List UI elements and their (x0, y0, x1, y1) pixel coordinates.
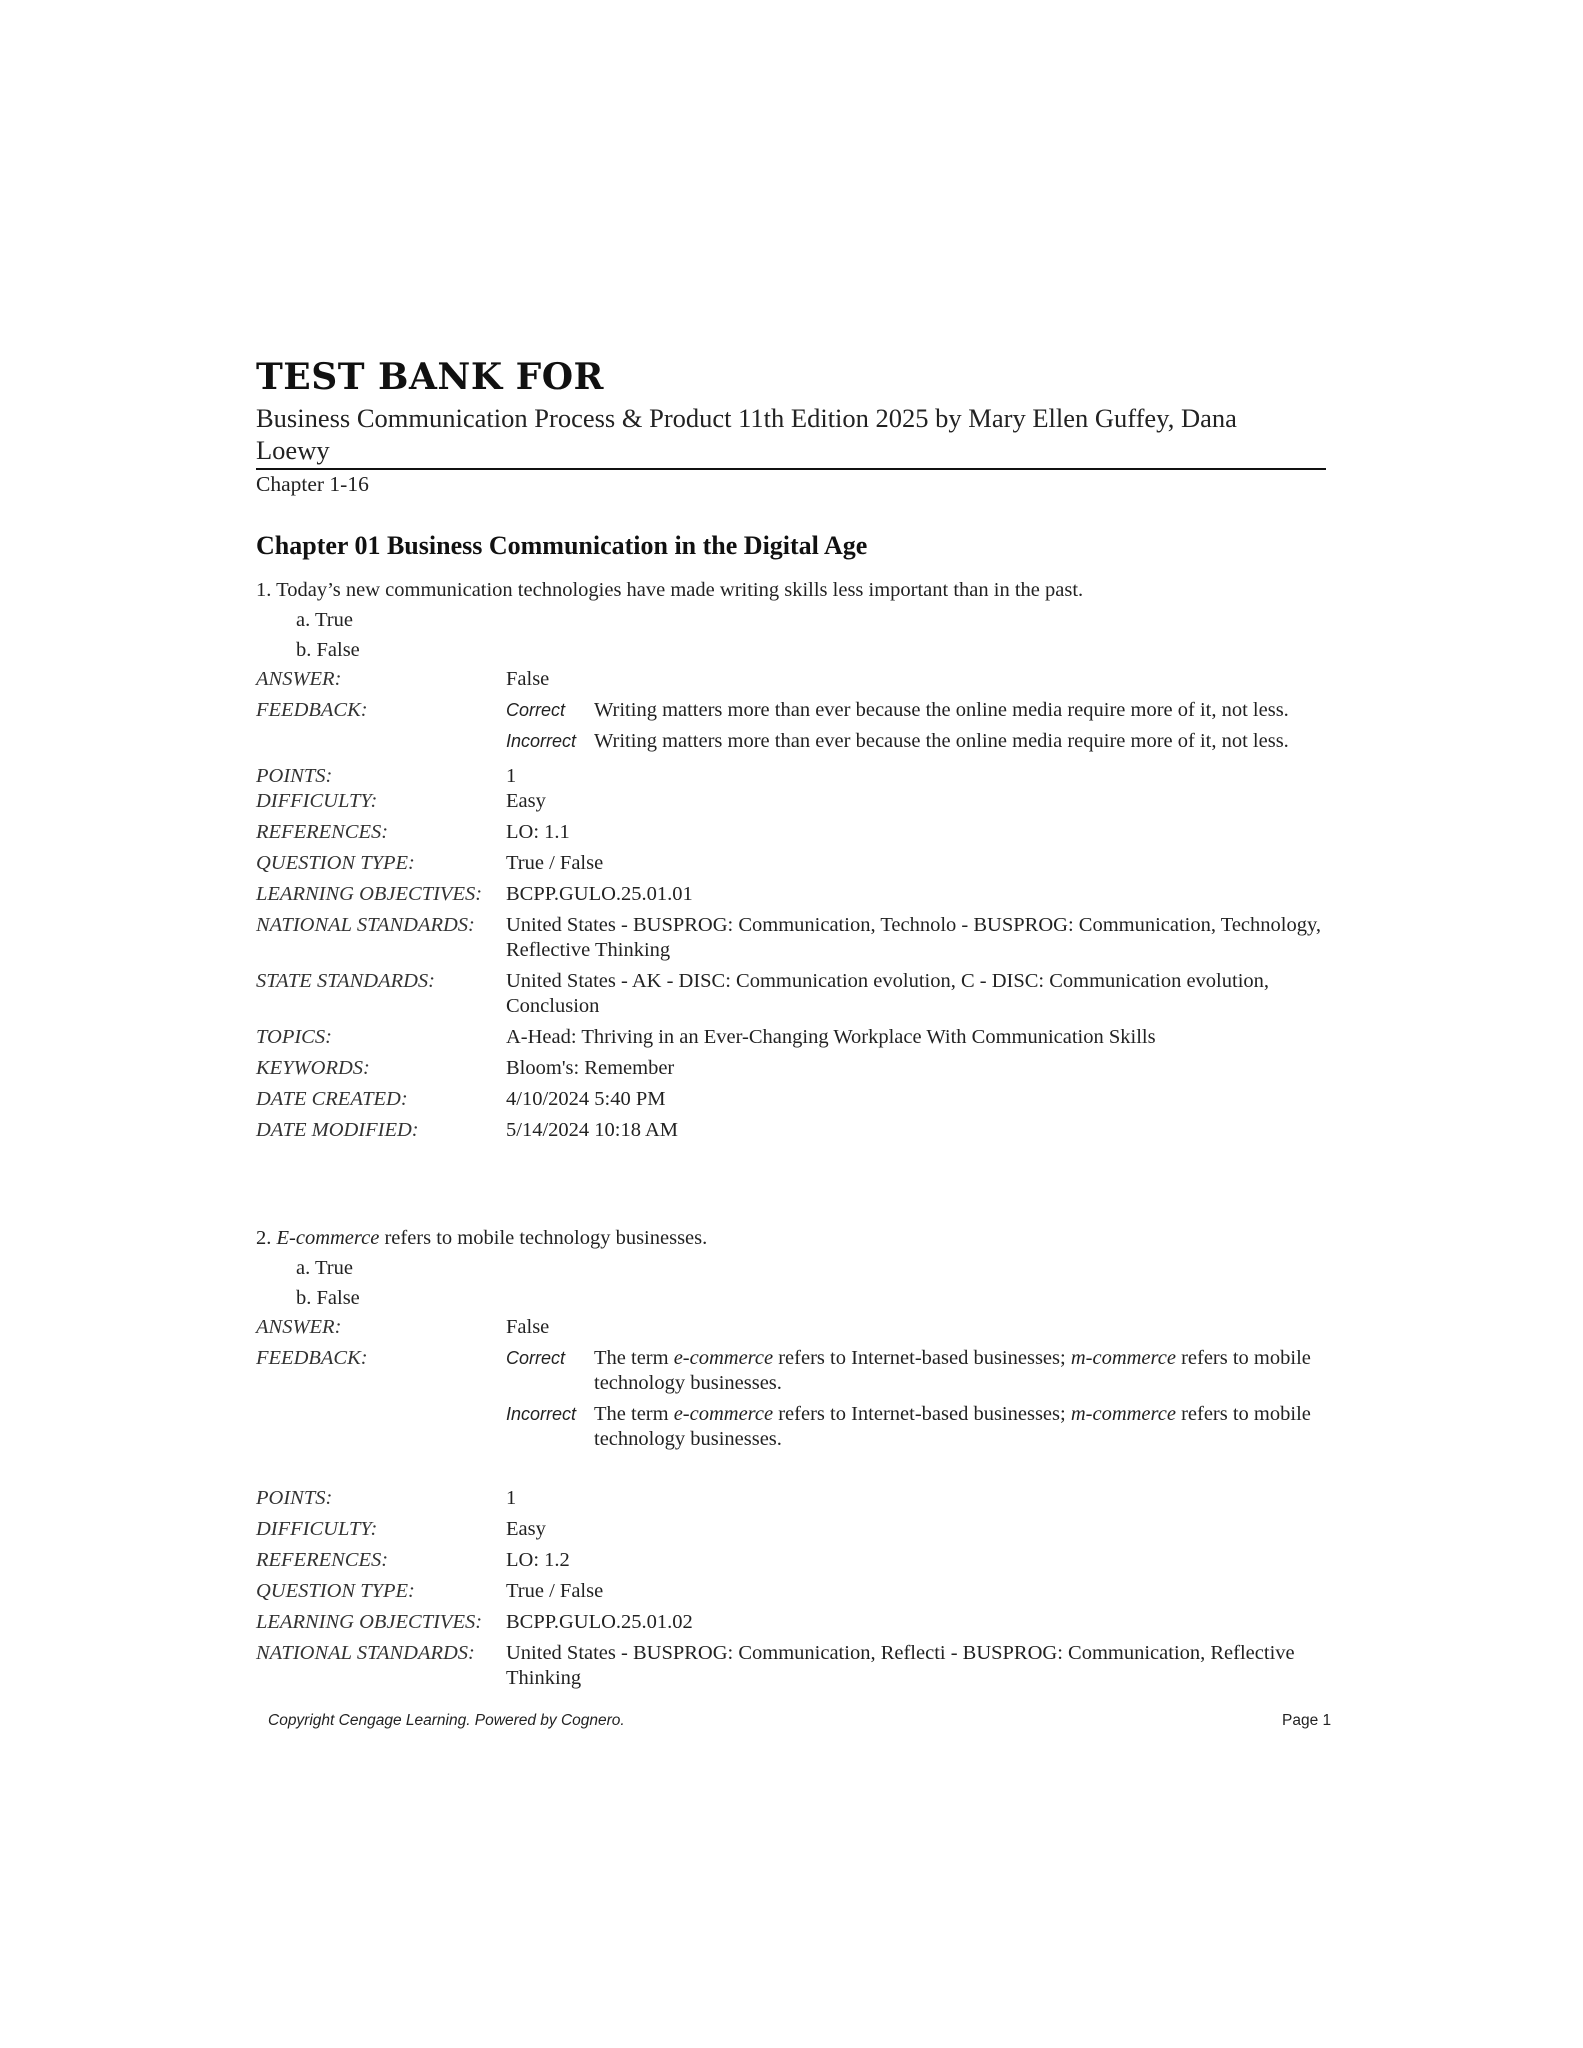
option-b: b. False (296, 1287, 360, 1309)
answer-label: ANSWER: (256, 668, 342, 690)
incorrect-text: Writing matters more than ever because the online media require more of it, not less. (594, 730, 1289, 752)
chapter-heading: Chapter 01 Business Communication in the Digital Age (256, 531, 868, 560)
option-a: a. True (296, 609, 353, 631)
correct-text: Writing matters more than ever because the online media require more of it, not less. (594, 699, 1289, 721)
learning-objectives-label: LEARNING OBJECTIVES: (256, 883, 483, 905)
national-standards-label: NATIONAL STANDARDS: (256, 914, 475, 936)
feedback-label: FEEDBACK: (256, 1347, 368, 1369)
references-value: LO: 1.2 (506, 1549, 570, 1571)
question-metadata (256, 667, 1336, 1143)
question-metadata (256, 1315, 1336, 1691)
date-created-value: 4/10/2024 5:40 PM (506, 1088, 666, 1110)
date-modified-label: DATE MODIFIED: (256, 1119, 419, 1141)
topics-value: A-Head: Thriving in an Ever-Changing Workplace With Communication Skills (506, 1026, 1156, 1048)
question-type-value: True / False (506, 852, 604, 874)
learning-objectives-value: BCPP.GULO.25.01.01 (506, 883, 693, 905)
difficulty-value: Easy (506, 790, 546, 812)
correct-tag: Correct (506, 1348, 566, 1368)
national-standards-value: United States - BUSPROG: Communication, Reflecti - BUSPROG: Communication, Reflective Thinking (506, 1642, 1295, 1689)
header-rule (256, 468, 1326, 470)
incorrect-tag: Incorrect (506, 1404, 577, 1424)
chapter-range: Chapter 1-16 (256, 472, 369, 496)
national-standards-value: United States - BUSPROG: Communication, Technolo - BUSPROG: Communication, Technology, Reflective Thinking (506, 914, 1322, 961)
document-title: TEST BANK FOR (256, 356, 604, 398)
points-label: POINTS: (256, 1487, 333, 1509)
question-stem: 2. E-commerce refers to mobile technology businesses. (256, 1227, 708, 1249)
page-number: Page 1 (1282, 1712, 1332, 1729)
answer-value: False (506, 668, 550, 690)
date-created-label: DATE CREATED: (256, 1088, 408, 1110)
difficulty-label: DIFFICULTY: (256, 1518, 378, 1540)
feedback-value (506, 698, 1336, 760)
keywords-label: KEYWORDS: (256, 1057, 370, 1079)
points-value: 1 (506, 765, 517, 787)
correct-text: The term e-commerce refers to Internet-based businesses; m-commerce refers to mobile technology businesses. (594, 1347, 1311, 1394)
book-subtitle: Business Communication Process & Product 11th Edition 2025 by Mary Ellen Guffey, Dana Loewy (256, 403, 1237, 465)
national-standards-label: NATIONAL STANDARDS: (256, 1642, 475, 1664)
difficulty-value: Easy (506, 1518, 546, 1540)
correct-tag: Correct (506, 700, 566, 720)
feedback-incorrect (506, 729, 1336, 754)
question-type-label: QUESTION TYPE: (256, 1580, 415, 1602)
points-label: POINTS: (256, 765, 333, 787)
question-stem: 1. Today’s new communication technologies have made writing skills less important than in the past. (256, 579, 1084, 601)
answer-label: ANSWER: (256, 1316, 342, 1338)
state-standards-label: STATE STANDARDS: (256, 970, 435, 992)
feedback-correct (506, 698, 1336, 723)
copyright-footer: Copyright Cengage Learning. Powered by Cognero. (268, 1712, 625, 1729)
feedback-incorrect (506, 1402, 1336, 1452)
difficulty-label: DIFFICULTY: (256, 790, 378, 812)
incorrect-text: The term e-commerce refers to Internet-based businesses; m-commerce refers to mobile technology businesses. (594, 1403, 1311, 1450)
feedback-label: FEEDBACK: (256, 699, 368, 721)
points-value: 1 (506, 1487, 517, 1509)
topics-label: TOPICS: (256, 1026, 332, 1048)
state-standards-value: United States - AK - DISC: Communication evolution, C - DISC: Communication evolution, Conclusion (506, 970, 1270, 1017)
question-1 (256, 575, 1336, 1143)
question-type-label: QUESTION TYPE: (256, 852, 415, 874)
answer-value: False (506, 1316, 550, 1338)
question-2 (256, 1223, 1336, 1691)
feedback-correct (506, 1346, 1336, 1396)
feedback-value (506, 1346, 1336, 1458)
question-type-value: True / False (506, 1580, 604, 1602)
references-value: LO: 1.1 (506, 821, 570, 843)
keywords-value: Bloom's: Remember (506, 1057, 675, 1079)
learning-objectives-value: BCPP.GULO.25.01.02 (506, 1611, 693, 1633)
learning-objectives-label: LEARNING OBJECTIVES: (256, 1611, 483, 1633)
incorrect-tag: Incorrect (506, 731, 577, 751)
references-label: REFERENCES: (256, 1549, 389, 1571)
option-a: a. True (296, 1257, 353, 1279)
references-label: REFERENCES: (256, 821, 389, 843)
option-b: b. False (296, 639, 360, 661)
date-modified-value: 5/14/2024 10:18 AM (506, 1119, 678, 1141)
